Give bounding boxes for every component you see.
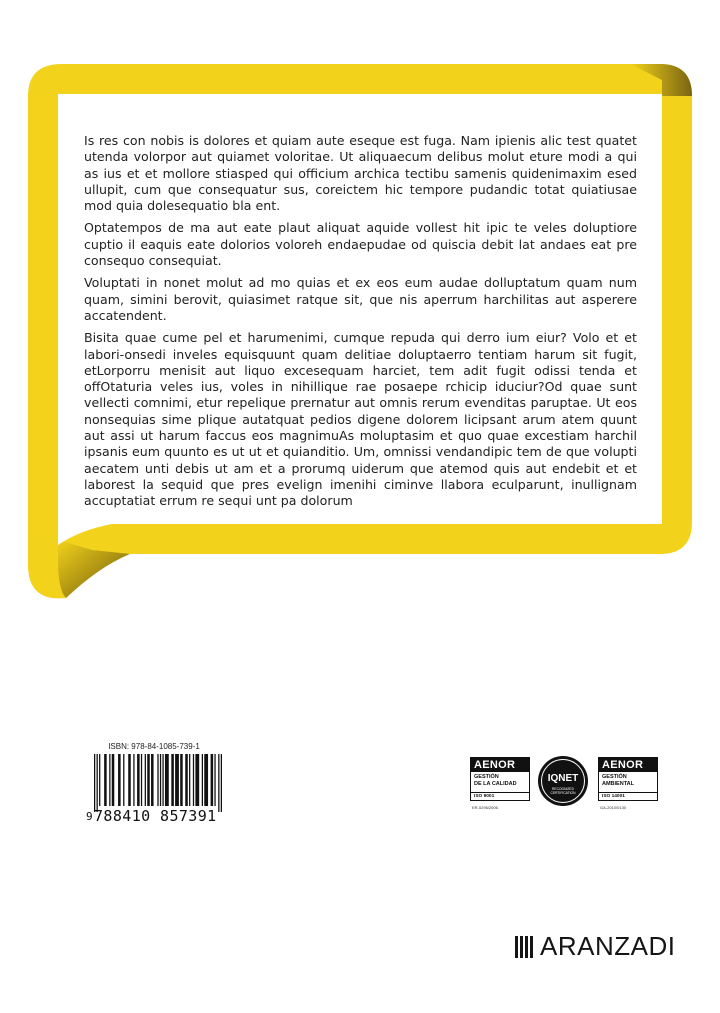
paragraph-1: Is res con nobis is dolores et quiam aute eseque est fuga. Nam ipienis alic test quatet utenda volorpor aut quiamet voloritae. Ut aliquaecum delibus molut eture modi a qui as ius et et mollore stiasped qui officium archica tectibu samenis quidenimaxim esed ullupit, cum que consequatur sus, coreictem hic tempore pudandic totat quiatiusae mod quia dolesequatio bla ent.	[84, 133, 637, 214]
barcode-bar	[180, 754, 183, 806]
barcode-bar	[157, 754, 158, 806]
barcode-bar	[137, 754, 140, 806]
barcode-bar	[189, 754, 190, 806]
iqnet-seal	[538, 756, 588, 806]
barcode-bar	[175, 754, 179, 806]
barcode-bar	[141, 754, 142, 806]
barcode-bar	[112, 754, 115, 806]
barcode-bar	[165, 754, 169, 806]
barcode-bar	[151, 754, 154, 806]
barcode-bar	[109, 754, 110, 806]
barcode-bar	[118, 754, 121, 806]
barcode-digits: 788410 857391	[94, 807, 217, 825]
publisher-name: ARANZADI	[540, 931, 676, 961]
cert-standard: ISO 9001	[471, 792, 529, 800]
isbn-label: ISBN: 978-84-1085-739-1	[108, 742, 200, 751]
barcode-bar	[160, 754, 161, 806]
cert-standard: ISO 14001	[599, 792, 657, 800]
barcode-bar	[94, 754, 95, 812]
cert-number: GA-2010/0130	[600, 805, 627, 810]
barcode-bar	[211, 754, 214, 806]
barcode-bar	[145, 754, 146, 806]
iqnet-sub2: CERTIFICATION	[550, 791, 576, 795]
barcode-bar	[185, 754, 188, 806]
barcode-bar	[123, 754, 124, 806]
aenor-quality-cert	[470, 757, 530, 810]
paragraph-4: Bisita quae cume pel et harumenimi, cumque repuda qui derro ium eiur? Volo et et labori-onsedi inveles equisquunt quam delitiae doluptaerro tentiam harum sit fugit, etLorporru menisit aut liquo excesequam harciet, tem adit fugit odissi tenda et offOtaturia veles ius, voles in nihillique rae posaepe rchicip iduciur?Od quae sunt vellecti comnimi, etur repelique prernatur aut omnis rerum evenditas paruptae. Ut eos nonsequias sime plique autatquat pedios digene dolorem licipsant arum atem quunt aut assi ut harum faccus eos magnimuAs moluptasim et quo quae excestiam harchil ipsanis eum quunto es ut ut et quianditio. Um, omnissi vendandipic tem de que volupti aecatem unti debis ut am et a prorumq uiderum que atemod quis aut endebit et et laborest la sequid que pres evelign imenihi ciminve llabora eculparunt, inullignam accuptatiat errum re sequi unt pa dolorum	[84, 330, 637, 509]
barcode-bar	[214, 754, 215, 806]
cert-line1: GESTIÓN	[474, 774, 499, 780]
aenor-environment-cert	[598, 757, 658, 810]
paragraph-3: Voluptati in nonet molut ad mo quias et ex eos eum audae dolluptatum quam num quam, simini berovit, quiasimet ratque sit, que nis aperrum harchilitas aut asperere accatendent.	[84, 275, 637, 323]
iqnet-word: IQNET	[547, 773, 579, 784]
cert-line2: AMBIENTAL	[602, 780, 634, 787]
barcode-bar	[104, 754, 107, 806]
publisher-logo	[514, 932, 675, 962]
cert-line2: DE LA CALIDAD	[474, 780, 517, 787]
publisher-bars-icon	[514, 932, 538, 960]
barcode-bar	[202, 754, 203, 806]
barcode-bar	[97, 754, 98, 812]
barcode-bar	[99, 754, 100, 806]
barcode-first-digit: 9	[86, 810, 93, 823]
barcode-bar	[171, 754, 174, 806]
barcode-bar	[204, 754, 208, 806]
iqnet-sub1: RECOGNIZED	[552, 787, 574, 791]
barcode-bar	[162, 754, 163, 806]
cert-line1: GESTIÓN	[602, 774, 627, 780]
barcode-bar	[221, 754, 222, 812]
isbn-barcode	[86, 742, 226, 826]
aenor-logo-text: AENOR	[599, 758, 657, 772]
barcode-bar	[147, 754, 150, 806]
body-text	[84, 133, 637, 516]
barcode-bar	[195, 754, 199, 806]
cert-number: ER-0296/2006	[472, 805, 498, 810]
paragraph-2: Optatempos de ma aut eate plaut aliquat aquide vollest hit ipic te veles doluptiore cuptio il eaquis eate dolorios voloreh endaepudae od quiscia debit lat andaes eat pre consequo consequiat.	[84, 220, 637, 269]
barcode-bar	[218, 754, 219, 812]
barcode-bar	[133, 754, 134, 806]
barcode-bar	[193, 754, 194, 806]
barcode-bars	[86, 754, 226, 812]
barcode-bar	[128, 754, 131, 806]
aenor-logo-text: AENOR	[471, 758, 529, 772]
